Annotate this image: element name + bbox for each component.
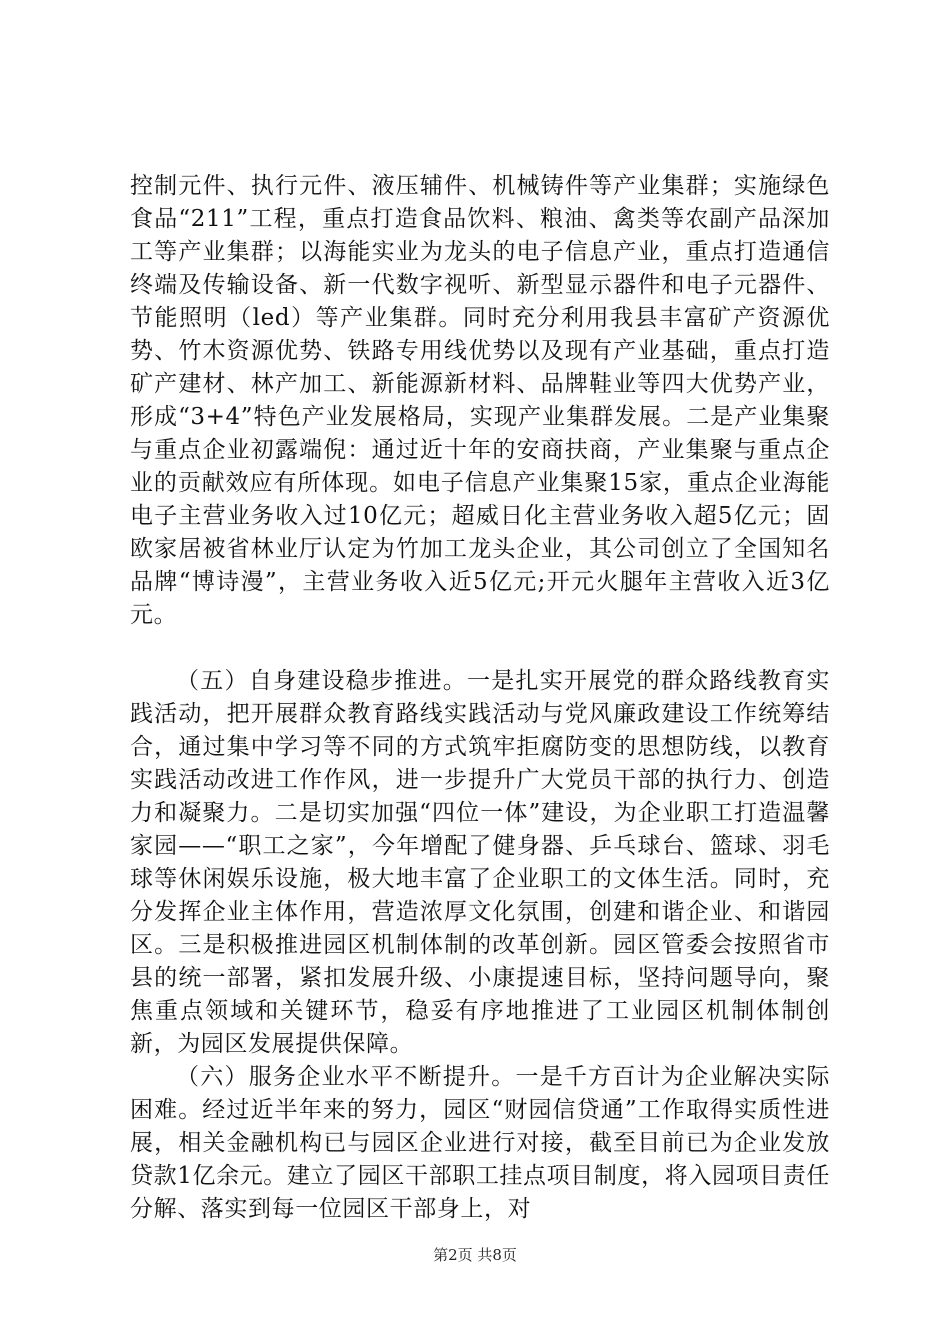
paragraph-self-construction: （五）自身建设稳步推进。一是扎实开展党的群众路线教育实践活动，把开展群众教育路线实践活动与党风廉政建设工作统筹结合，通过集中学习等不同的方式筑牢拒腐防变的思想防线，以教育实践活动改进工作作风，进一步提升广大党员干部的执行力、创造力和凝聚力。二是切实加强“四位一体”建设，为企业职工打造温馨家园——“职工之家”，今年增配了健身器、乒乓球台、篮球、羽毛球等休闲娱乐设施，极大地丰富了企业职工的文体生活。同时，充分发挥企业主体作用，营造浓厚文化氛围，创建和谐企业、和谐园区。三是积极推进园区机制体制的改革创新。园区管委会按照省市县的统一部署，紧扣发展升级、小康提速目标，坚持问题导向，聚焦重点领域和关键环节，稳妥有序地推进了工业园区机制体制创新，为园区发展提供保障。	[130, 668, 830, 1057]
paragraph-enterprise-service: （六）服务企业水平不断提升。一是千方百计为企业解决实际困难。经过近半年来的努力，园区“财园信贷通”工作取得实质性进展，相关金融机构已与园区企业进行对接，截至目前已为企业发放贷款1亿余元。建立了园区干部职工挂点项目制度，将入园项目责任分解、落实到每一位园区干部身上，对	[130, 1064, 830, 1222]
document-body	[130, 170, 830, 1226]
paragraph-industry-clusters: 控制元件、执行元件、液压辅件、机械铸件等产业集群；实施绿色食品“211”工程，重点打造食品饮料、粮油、禽类等农副产品深加工等产业集群；以海能实业为龙头的电子信息产业，重点打造通信终端及传输设备、新一代数字视听、新型显示器件和电子元器件、节能照明（led）等产业集群。同时充分利用我县丰富矿产资源优势、竹木资源优势、铁路专用线优势以及现有产业基础，重点打造矿产建材、林产加工、新能源新材料、品牌鞋业等四大优势产业，形成“3+4”特色产业发展格局，实现产业集群发展。二是产业集聚与重点企业初露端倪：通过近十年的安商扶商，产业集聚与重点企业的贡献效应有所体现。如电子信息产业集聚15家，重点企业海能电子主营业务收入过10亿元；超威日化主营业务收入超5亿元；固欧家居被省林业厅认定为竹加工龙头企业，其公司创立了全国知名品牌“博诗漫”，主营业务收入近5亿元;开元火腿年主营收入近3亿元。	[130, 173, 830, 628]
paragraph-spacer	[130, 632, 830, 665]
page-footer: 第2页 共8页	[433, 1246, 517, 1264]
